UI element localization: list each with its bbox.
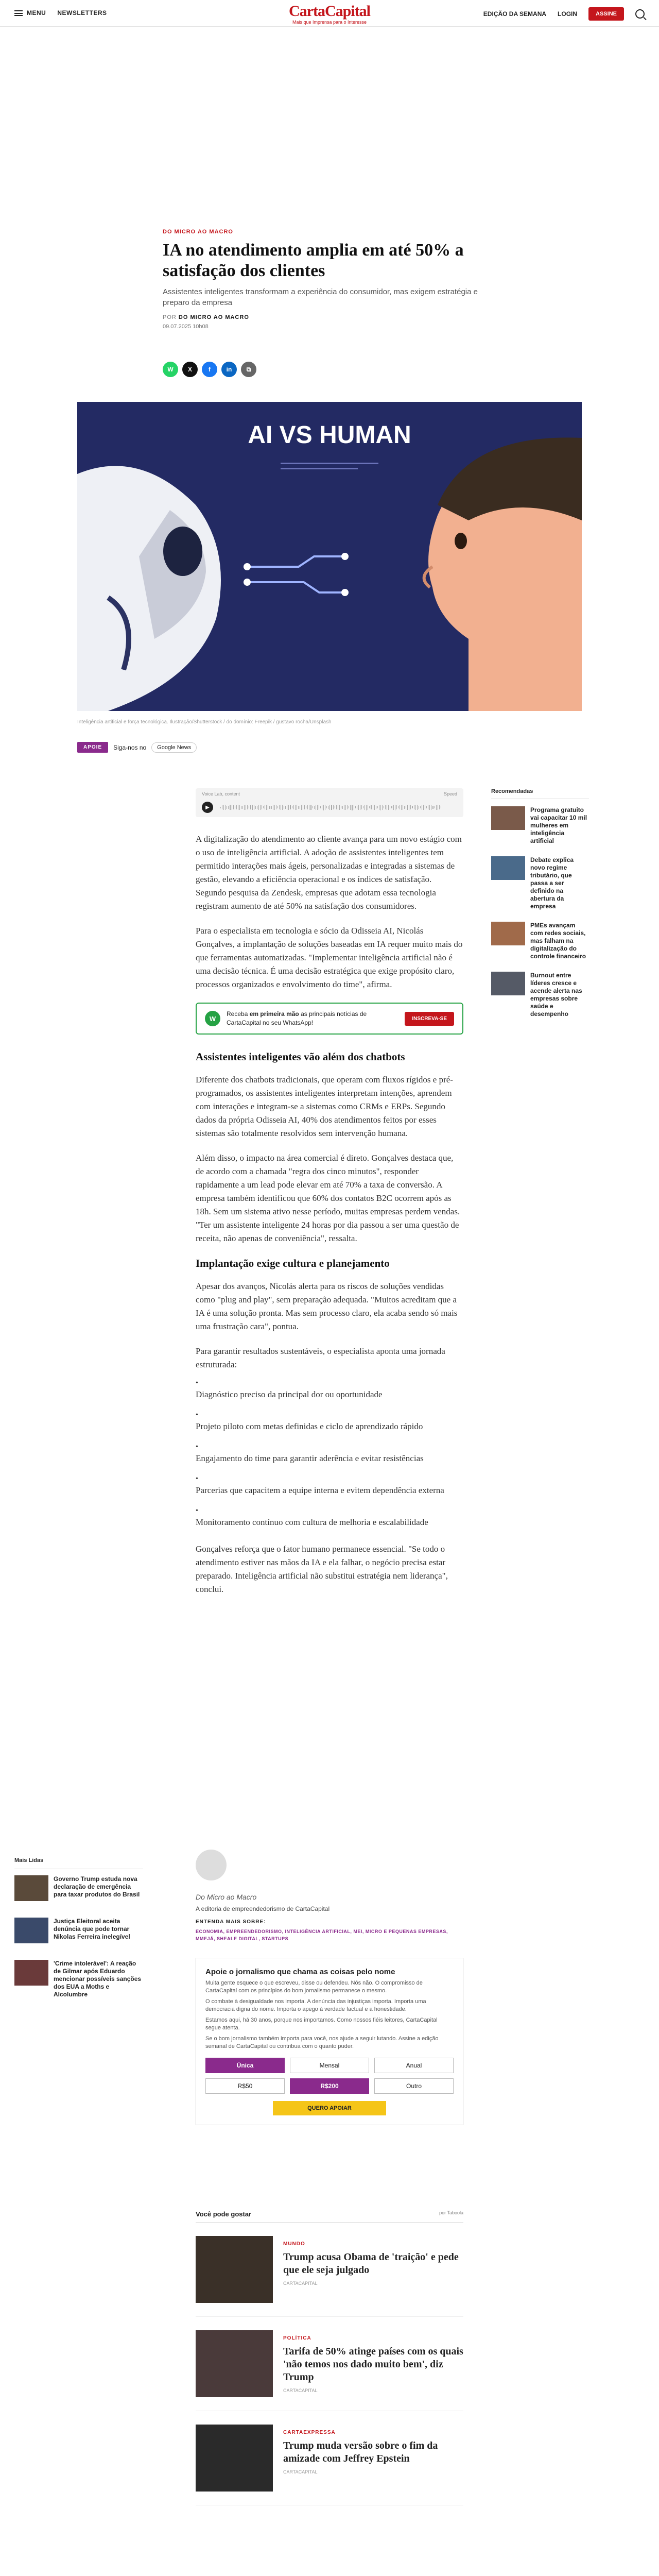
login-link[interactable]: LOGIN — [558, 10, 578, 18]
sidebar-item-title[interactable]: Burnout entre líderes cresce e acende alerta nas empresas sobre saúde e desempenho — [530, 972, 582, 1018]
author-name[interactable]: Do Micro ao Macro — [196, 1893, 257, 1901]
sidebar-item-title[interactable]: Debate explica novo regime tributário, que passa a ser definido na abertura da empresa — [530, 856, 574, 910]
newsletters-link[interactable]: NEWSLETTERS — [57, 9, 107, 16]
thumbnail — [491, 922, 525, 945]
donation-title: Apoie o jornalismo que chama as coisas pelo nome — [205, 1968, 395, 1976]
article-title: IA no atendimento amplia em até 50% a satisfação dos clientes — [163, 241, 464, 280]
subscribe-button[interactable]: ASSINE — [588, 7, 624, 21]
wa-pre: Receba — [227, 1010, 248, 1018]
amount-option[interactable]: Outro — [374, 2078, 454, 2094]
donate-button[interactable]: QUERO APOIAR — [273, 2101, 386, 2115]
tags-list[interactable]: ECONOMIA, EMPREENDEDORISMO, INTELIGÊNCIA ARTIFICIAL, MEI, MICRO E PEQUENAS EMPRESAS, MMEJÁ, SHEALE DIGITAL, STARTUPS — [196, 1929, 448, 1941]
hero-text: AI VS HUMAN — [248, 421, 411, 449]
section-heading: Implantação exige cultura e planejamento — [196, 1257, 390, 1269]
donation-text: Se o bom jornalismo também importa para você, nos ajude a seguir lutando. Assine a edição semanal de CartaCapital ou contribua com o quanto puder. — [205, 2036, 439, 2049]
tags — [196, 1919, 463, 1942]
paragraph: Para garantir resultados sustentáveis, o especialista aponta uma jornada estruturada: — [196, 1346, 445, 1369]
whatsapp-cta — [196, 1003, 463, 1035]
search-icon[interactable] — [635, 9, 645, 19]
thumbnail — [491, 806, 525, 830]
ai-vs-human-illustration — [77, 402, 582, 711]
google-news-button[interactable]: Google News — [151, 742, 197, 753]
thumbnail — [196, 2425, 273, 2492]
x-icon[interactable]: X — [182, 362, 198, 377]
wa-strong: em primeira mão — [249, 1010, 299, 1018]
card-title[interactable]: Tarifa de 50% atinge países com os quais 'não temos nos dado muito bem', diz Trump — [283, 2346, 463, 2383]
paragraph: Para o especialista em tecnologia e sócio da Odisseia AI, Nicolás Gonçalves, a implantação de soluções baseadas em IA requer muito mais do que ferramentas automatizadas. "Implementar inteligência artificial não é uma decisão técnica. É uma decisão estratégica que exige propósito claro, processos organizados e envolvimento do time", afirma. — [196, 926, 463, 989]
frequency-option[interactable]: Mensal — [290, 2058, 369, 2073]
byline-prefix: POR — [163, 314, 177, 320]
author-box — [196, 1850, 463, 1912]
recommendations-header — [196, 2210, 463, 2223]
most-read-title[interactable]: Justiça Eleitoral aceita denúncia que pode tornar Nikolas Ferreira inelegível — [54, 1918, 130, 1940]
thumbnail — [196, 2236, 273, 2303]
recommended-sidebar — [491, 788, 589, 1029]
whatsapp-cta-text — [227, 1010, 398, 1027]
most-read-item[interactable] — [14, 1875, 143, 1901]
section-heading: Assistentes inteligentes vão além dos chatbots — [196, 1050, 405, 1063]
donation-text: Muita gente esquece o que escreveu, disse ou defendeu. Nós não. O compromisso de CartaCapital com os princípios do bom jornalismo permanece o mesmo. — [205, 1980, 423, 1994]
list-item: • Diagnóstico preciso da principal dor ou oportunidade — [196, 1383, 463, 1401]
audio-player — [196, 788, 463, 817]
avatar — [196, 1850, 227, 1880]
site-logo[interactable] — [270, 4, 389, 25]
card-source: CARTACAPITAL — [283, 2281, 318, 2286]
thumbnail — [196, 2330, 273, 2397]
recommendations-heading: Você pode gostar — [196, 2210, 252, 2218]
donation-text: O combate à desigualdade nos importa. A denúncia das injustiças importa. Importa uma democracia digna do nome. Importa o apego à verdade factual e a honestidade. — [205, 1998, 426, 2012]
image-caption: Inteligência artificial e força tecnológica. Ilustração/Shutterstock / do domínio: Freepik / gustavo rocha/Unsplash — [77, 719, 332, 725]
sidebar-item[interactable] — [491, 806, 589, 845]
donation-box — [196, 1958, 463, 2125]
paragraph: Apesar dos avanços, Nicolás alerta para os riscos de soluções vendidas como "plug and play", sem preparação adequada. "Muitos acreditam que a IA é uma solução pronta. Mas sem processo claro, ela acaba sendo só mais uma frustração cara", pontua. — [196, 1281, 458, 1331]
paragraph: Além disso, o impacto na área comercial é direto. Gonçalves destaca que, de acordo com a chamada "regra dos cinco minutos", responder rapidamente a um lead pode elevar em até 70% a taxa de conversão. A empresa também identificou que 60% dos contatos B2C ocorrem após as 18h. Sem um sistema ativo nesse período, muitas empresas perdem vendas. "Ter um assistente inteligente 24 horas por dia passou a ser uma questão de receita, não apenas de conveniência", ressalta. — [196, 1153, 460, 1243]
paragraph: Gonçalves reforça que o fator humano permanece essencial. "Se todo o atendimento estiver nas mãos da IA e ela falhar, o negócio precisa estar preparado. Inteligência artificial não substitui estratégia nem liderança", conclui. — [196, 1544, 448, 1594]
most-read-item[interactable] — [14, 1960, 143, 1998]
menu-label: MENU — [27, 9, 46, 16]
byline — [163, 314, 497, 320]
amount-option[interactable]: R$50 — [205, 2078, 285, 2094]
audio-waveform[interactable] — [220, 805, 442, 810]
card-category: MUNDO — [283, 2241, 305, 2247]
article-body — [196, 788, 463, 1607]
logo-tagline: Mais que Imprensa para o Interesse — [292, 20, 367, 25]
logo-text: CartaCapital — [289, 3, 370, 20]
article-subtitle: Assistentes inteligentes transformam a experiência do consumidor, mas exigem estratégia e preparo da empresa — [163, 287, 478, 307]
card-source: CARTACAPITAL — [283, 2469, 318, 2475]
frequency-option[interactable]: Única — [205, 2058, 285, 2073]
tags-label: ENTENDA MAIS SOBRE: — [196, 1919, 266, 1925]
card-category: POLÍTICA — [283, 2335, 311, 2341]
wa-text: as principais notícias de CartaCapital no seu WhatsApp! — [227, 1010, 367, 1026]
most-read-heading: Mais Lidas — [14, 1857, 143, 1869]
card-category: CARTAEXPRESSA — [283, 2430, 336, 2435]
list-item: • Monitoramento contínuo com cultura de melhoria e escalabilidade — [196, 1511, 463, 1529]
whatsapp-subscribe-button[interactable]: INSCREVA-SE — [405, 1012, 454, 1026]
amount-option[interactable]: R$200 — [290, 2078, 369, 2094]
donation-text: Estamos aqui, há 30 anos, porque nos importamos. Como nossos fiéis leitores, CartaCapital segue atenta. — [205, 2017, 438, 2031]
recommendation-card[interactable] — [196, 2236, 463, 2317]
top-bar — [0, 0, 659, 27]
audio-speed[interactable]: Speed — [443, 791, 457, 796]
paragraph: Diferente dos chatbots tradicionais, que operam com fluxos rígidos e pré-programados, os assistentes inteligentes interpretam intenções, aprendem com interações e integram-se a sistemas como CRMs e ERPs. Segundo dados da própria Odisseia AI, 40% dos atendimentos feitos por esses sistemas são totalmente resolvidos sem intervenção humana. — [196, 1075, 453, 1138]
most-read-title[interactable]: 'Crime intolerável': A reação de Gilmar após Eduardo mencionar possíveis sanções dos EUA a Moths e Alcolumbre — [54, 1960, 142, 1998]
whatsapp-icon[interactable]: W — [163, 362, 178, 377]
recommendation-card[interactable] — [196, 2425, 463, 2505]
article-date: 09.07.2025 10h08 — [163, 324, 209, 330]
list-item: • Engajamento do time para garantir aderência e evitar resistências — [196, 1447, 463, 1465]
card-title[interactable]: Trump acusa Obama de 'traição' e pede que ele seja julgado — [283, 2251, 459, 2276]
facebook-icon[interactable]: f — [202, 362, 217, 377]
card-title[interactable]: Trump muda versão sobre o fim da amizade com Jeffrey Epstein — [283, 2440, 438, 2464]
recommendation-card[interactable] — [196, 2330, 463, 2411]
most-read-title[interactable]: Governo Trump estuda nova declaração de emergência para taxar produtos do Brasil — [54, 1875, 140, 1898]
sidebar-heading: Recomendadas — [491, 788, 589, 799]
list-item: • Parcerias que capacitem a equipe interna e evitem dependência externa — [196, 1479, 463, 1497]
article-header — [163, 229, 497, 330]
whatsapp-icon: W — [205, 1011, 220, 1026]
thumbnail — [14, 1960, 48, 1986]
hamburger-icon — [14, 10, 23, 16]
support-button[interactable]: APOIE — [77, 742, 108, 753]
follow-bar — [77, 742, 197, 753]
sponsor-label[interactable]: por Taboola — [439, 2210, 463, 2215]
thumbnail — [14, 1918, 48, 1943]
hero-image — [77, 402, 582, 711]
linkedin-icon[interactable]: in — [221, 362, 237, 377]
most-read — [14, 1857, 143, 2015]
amount-options — [205, 2078, 454, 2094]
audio-voice-label: Voice Lab, content — [202, 791, 240, 796]
share-bar — [163, 362, 256, 377]
follow-label: Siga-nos no — [113, 743, 147, 751]
sidebar-item[interactable] — [491, 856, 589, 910]
most-read-item[interactable] — [14, 1918, 143, 1943]
byline-author[interactable]: DO MICRO AO MACRO — [178, 314, 249, 320]
author-description: A editoria de empreendedorismo de CartaCapital — [196, 1905, 330, 1912]
edition-link[interactable]: EDIÇÃO DA SEMANA — [483, 10, 547, 18]
paragraph: A digitalização do atendimento ao cliente avança para um novo estágio com o uso de inteligência artificial. A adoção de assistentes inteligentes tem permitido interações mais ágeis, personalizadas e integradas a sistemas de gestão, elevando a eficiência operacional e os índices de satisfação. Segundo pesquisa da Zendesk, empresas que adotam essa tecnologia registram aumento de até 50% na satisfação dos consumidores. — [196, 834, 462, 911]
card-source: CARTACAPITAL — [283, 2388, 318, 2393]
thumbnail — [491, 856, 525, 880]
frequency-toggle — [205, 2058, 454, 2073]
thumbnail — [14, 1875, 48, 1901]
sidebar-item-title[interactable]: PMEs avançam com redes sociais, mas falham na digitalização do controle financeiro — [530, 922, 586, 960]
ad-slot — [72, 36, 587, 191]
sidebar-item[interactable] — [491, 972, 589, 1018]
article-kicker[interactable]: DO MICRO AO MACRO — [163, 229, 233, 235]
menu-button[interactable] — [14, 9, 46, 16]
play-icon[interactable]: ▶ — [202, 802, 213, 813]
recommendations — [196, 2210, 463, 2505]
link-icon[interactable]: ⧉ — [241, 362, 256, 377]
list-item: • Projeto piloto com metas definidas e ciclo de aprendizado rápido — [196, 1415, 463, 1433]
sidebar-item-title[interactable]: Programa gratuito vai capacitar 10 mil mulheres em inteligência artificial — [530, 806, 587, 844]
sidebar-item[interactable] — [491, 922, 589, 960]
frequency-option[interactable]: Anual — [374, 2058, 454, 2073]
thumbnail — [491, 972, 525, 995]
